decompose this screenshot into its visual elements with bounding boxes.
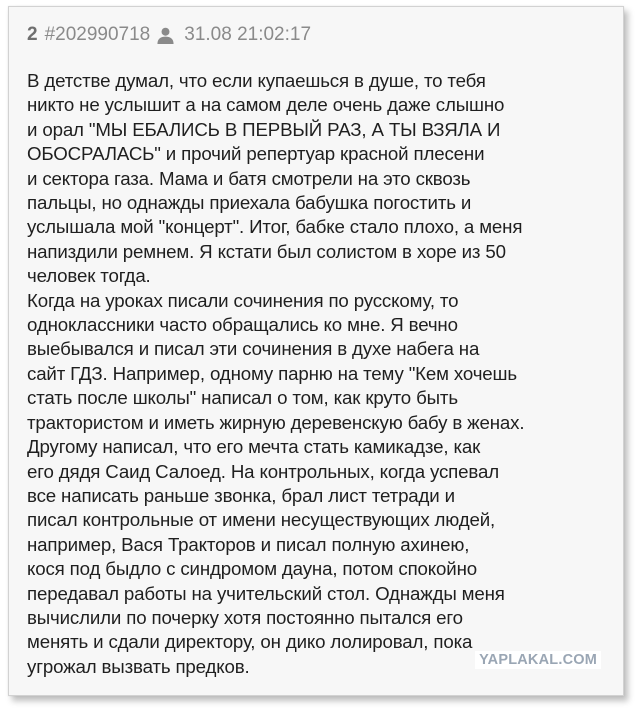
post-body-line: вычислили по почерку хотя постоянно пытался его [27,606,463,628]
post-body-line: трактористом и иметь жирную деревенскую бабу в женах. [27,411,525,433]
post-body-line: выебывался и писал эти сочинения в духе набега на [27,338,480,360]
post-body-line: его дядя Саид Салоед. На контрольных, когда успевал [27,460,499,482]
post-body-line: пальцы, но однажды приехала бабушка погостить и [27,192,472,214]
post-datetime: 31.08 21:02:17 [184,24,312,45]
post-card [8,6,624,696]
post-body [27,69,617,679]
post-body-line: Когда на уроках писали сочинения по русскому, то [27,289,459,311]
post-body-line: и орал "МЫ ЕБАЛИСЬ В ПЕРВЫЙ РАЗ, А ТЫ ВЗЯЛА И [27,118,501,140]
post-body-line: например, Вася Тракторов и писал полную ахинею, [27,533,470,555]
post-body-line: все написать раньше звонка, брал лист тетради и [27,484,455,506]
user-icon-glyph [156,26,175,45]
post-body-line: писал контрольные от имени несуществующих людей, [27,509,496,531]
post-body-line: стать после школы" написал о том, как круто быть [27,387,458,409]
post-body-line: сайт ГДЗ. Например, одному парню на тему "Кем хочешь [27,362,517,384]
post-body-line: напиздили ремнем. Я кстати был солистом в хоре из 50 [27,240,506,262]
post-body-line: кося под быдло с синдромом дауна, потом спокойно [27,558,477,580]
watermark-logo: YAPLAKAL.COM [475,651,601,669]
post-body-line: и сектора газа. Мама и батя смотрели на это сквозь [27,167,471,189]
post-body-line: передавал работы на учительский стол. Однажды меня [27,582,505,604]
post-body-line: никто не услышит а на самом деле очень даже слышно [27,94,505,116]
post-header [27,23,311,47]
post-body-line: угрожал вызвать предков. [27,655,250,677]
post-body-line: услышала мой "концерт". Итог, бабке стало плохо, а меня [27,216,523,238]
post-body-line: В детстве думал, что если купаешься в душе, то тебя [27,70,486,91]
post-body-line: менять и сдали директору, он дико лолировал, пока [27,631,473,653]
user-icon[interactable] [156,26,175,45]
post-number: 2 [27,24,38,45]
post-id-link[interactable]: #202990718 [44,24,151,45]
post-body-line: Другому написал, что его мечта стать камикадзе, как [27,436,481,458]
post-body-line: ОБОСРАЛАСЬ" и прочий репертуар красной плесени [27,143,485,165]
post-body-line: одноклассники часто обращались ко мне. Я вечно [27,314,458,336]
post-body-line: человек тогда. [27,265,151,287]
